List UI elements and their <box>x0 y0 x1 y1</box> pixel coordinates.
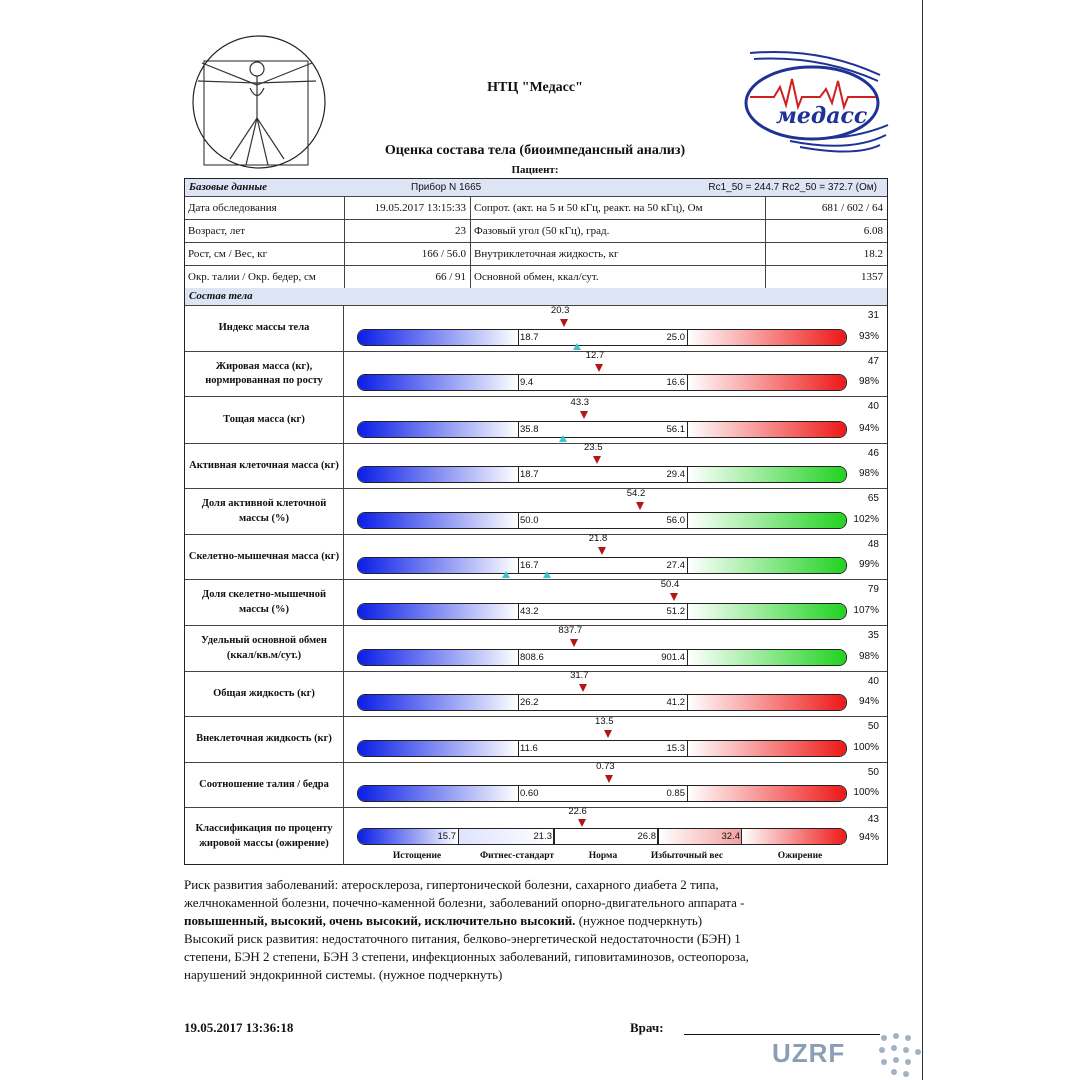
reference-triangle-icon <box>559 435 567 442</box>
footer-date: 19.05.2017 13:36:18 <box>184 1020 294 1035</box>
classification-category: Истощение <box>392 851 442 861</box>
composition-row-label: Индекс массы тела <box>185 306 344 351</box>
classification-category: Ожирение <box>777 851 823 861</box>
base-row-param: Сопрот. (акт. на 5 и 50 кГц, реакт. на 50 кГц), Ом <box>471 197 766 219</box>
right-number: 50 <box>867 721 879 732</box>
current-marker-icon <box>670 593 678 601</box>
classification-bound: 15.7 <box>437 831 456 842</box>
composition-bar <box>357 649 847 666</box>
base-row-label: Рост, см / Вес, кг <box>185 243 345 265</box>
classification-bound: 26.8 <box>637 831 656 842</box>
rc-values: Rc1_50 = 244.7 Rc2_50 = 372.7 (Ом) <box>708 182 877 193</box>
composition-bar <box>357 740 847 757</box>
risk-line <box>184 912 884 930</box>
current-marker-icon <box>604 730 612 738</box>
composition-row <box>185 763 887 808</box>
base-row-param: Внутриклеточная жидкость, кг <box>471 243 766 265</box>
right-number: 50 <box>867 767 879 778</box>
right-percent: 98% <box>858 376 879 387</box>
bar-low-value: 9.4 <box>520 377 534 388</box>
bar-low-value: 43.2 <box>520 606 539 617</box>
base-row-label: Окр. талии / Окр. бедер, см <box>185 266 345 288</box>
current-value: 12.7 <box>585 350 605 361</box>
right-number: 40 <box>867 401 879 412</box>
bar-high-value: 901.4 <box>661 652 685 663</box>
right-percent: 99% <box>858 559 879 570</box>
bar-low-segment <box>358 375 518 390</box>
composition-bar <box>357 512 847 529</box>
bar-high-segment <box>688 650 847 665</box>
composition-bar <box>357 329 847 346</box>
bar-low-value: 26.2 <box>520 697 539 708</box>
bar-norm-segment <box>518 467 688 482</box>
risk-tail: (нужное подчеркнуть) <box>575 913 703 928</box>
bar-low-value: 50.0 <box>520 515 539 526</box>
right-number: 40 <box>867 676 879 687</box>
right-percent: 98% <box>858 468 879 479</box>
base-section-header <box>185 179 887 197</box>
bar-high-segment <box>688 330 847 345</box>
bar-high-segment <box>688 695 847 710</box>
bar-low-segment <box>358 513 518 528</box>
risk-line: желчнокаменной болезни, почечно-каменной болезни, заболеваний опорно-двигательного аппарата - <box>184 895 745 910</box>
bar-high-value: 15.3 <box>666 743 685 754</box>
composition-row <box>185 672 887 717</box>
risk-line: Риск развития заболеваний: атеросклероза, гипертонической болезни, сахарного диабета 2 типа, <box>184 877 719 892</box>
composition-row <box>185 444 887 489</box>
base-section-title: Базовые данные <box>189 181 267 193</box>
composition-row <box>185 352 887 397</box>
bar-low-segment <box>358 786 518 801</box>
bar-low-value: 0.60 <box>520 788 539 799</box>
bar-high-segment <box>688 375 847 390</box>
composition-section-title: Состав тела <box>189 290 253 302</box>
current-value: 21.8 <box>588 533 608 544</box>
right-number: 31 <box>867 310 879 321</box>
composition-row-label: Внеклеточная жидкость (кг) <box>185 717 344 762</box>
current-value: 23.5 <box>584 442 603 453</box>
right-percent: 94% <box>858 696 879 707</box>
current-value: 50.4 <box>660 579 680 590</box>
svg-text:медасс: медасс <box>776 103 868 129</box>
current-marker-icon <box>593 456 601 464</box>
current-marker-icon <box>580 411 588 419</box>
bar-low-value: 18.7 <box>520 332 539 343</box>
composition-bar <box>357 694 847 711</box>
bar-norm-segment <box>518 650 688 665</box>
base-row <box>185 220 887 243</box>
reference-triangle-icon <box>502 571 510 578</box>
bar-norm-segment <box>518 604 688 619</box>
classification-row <box>185 808 887 865</box>
right-percent: 94% <box>858 832 879 843</box>
base-row <box>185 266 887 289</box>
current-value: 837.7 <box>558 625 583 636</box>
right-percent: 94% <box>858 423 879 434</box>
bar-low-value: 11.6 <box>520 743 538 754</box>
reference-triangle-icon <box>543 571 551 578</box>
current-value: 43.3 <box>570 397 590 408</box>
composition-row <box>185 717 887 763</box>
bar-high-segment <box>688 513 847 528</box>
composition-row <box>185 580 887 626</box>
bar-high-segment <box>688 558 847 573</box>
risk-note <box>184 876 884 984</box>
current-marker-icon <box>598 547 606 555</box>
base-row-param-value: 1357 <box>861 271 883 283</box>
base-row-value: 19.05.2017 13:15:33 <box>345 197 471 219</box>
bar-high-value: 29.4 <box>666 469 685 480</box>
bar-high-value: 27.4 <box>666 560 685 571</box>
bar-high-value: 56.0 <box>666 515 685 526</box>
composition-row-label: Удельный основной обмен (ккал/кв.м/сут.) <box>185 626 344 671</box>
bar-high-segment <box>688 422 847 437</box>
bar-high-value: 56.1 <box>666 424 685 435</box>
right-percent: 100% <box>853 787 879 798</box>
classification-category: Фитнес-стандарт <box>479 851 555 861</box>
bar-norm-segment <box>518 513 688 528</box>
right-number: 35 <box>867 630 879 641</box>
right-number: 48 <box>867 539 879 550</box>
bar-low-segment <box>358 558 518 573</box>
center-title: НТЦ "Медасс" <box>487 80 583 95</box>
bar-high-value: 51.2 <box>666 606 685 617</box>
bar-high-segment <box>688 604 847 619</box>
bar-norm-segment <box>518 330 688 345</box>
composition-row-label: Соотношение талия / бедра <box>185 763 344 807</box>
bar-high-value: 41.2 <box>666 697 685 708</box>
classification-label: Классификация по проценту жировой массы (ожирение) <box>185 808 344 865</box>
bar-norm-segment <box>518 695 688 710</box>
bar-norm-segment <box>518 375 688 390</box>
composition-bar <box>357 466 847 483</box>
base-row-param-value: 18.2 <box>863 248 883 260</box>
medass-logo <box>740 45 890 155</box>
composition-row-label: Жировая масса (кг), нормированная по росту <box>185 352 344 396</box>
current-marker-icon <box>605 775 613 783</box>
bar-low-segment <box>358 741 518 756</box>
composition-bar <box>357 603 847 620</box>
classification-segment <box>742 829 847 844</box>
bar-low-segment <box>358 604 518 619</box>
watermark-text: UZRF <box>772 1038 846 1068</box>
bar-high-value: 0.85 <box>666 788 685 799</box>
composition-row-label: Активная клеточная масса (кг) <box>185 444 344 488</box>
classification-bar <box>357 828 847 845</box>
risk-levels: повышенный, высокий, очень высокий, исключительно высокий. <box>184 913 576 928</box>
base-row-label: Дата обследования <box>185 197 345 219</box>
current-value: 0.73 <box>596 761 615 772</box>
bar-low-value: 18.7 <box>520 469 539 480</box>
right-number: 47 <box>867 356 879 367</box>
watermark-dots-icon <box>876 1032 922 1078</box>
bar-high-value: 16.6 <box>666 377 685 388</box>
composition-row <box>185 489 887 535</box>
composition-section-header <box>185 288 887 306</box>
right-percent: 100% <box>853 742 879 753</box>
classification-category: Избыточный вес <box>650 851 724 861</box>
base-row-param-value: 681 / 602 / 64 <box>821 202 883 214</box>
bar-low-segment <box>358 467 518 482</box>
bar-low-segment <box>358 330 518 345</box>
patient-label: Пациент: <box>511 164 559 176</box>
current-marker-icon <box>595 364 603 372</box>
report-title: Оценка состава тела (биоимпедансный анализ) <box>384 143 686 158</box>
bar-high-segment <box>688 786 847 801</box>
report-table <box>184 178 888 865</box>
bar-low-segment <box>358 650 518 665</box>
bar-low-value: 808.6 <box>520 652 544 663</box>
composition-row-label: Тощая масса (кг) <box>185 397 344 443</box>
current-value: 20.3 <box>550 305 570 316</box>
bar-low-segment <box>358 695 518 710</box>
composition-row-label: Доля активной клеточной массы (%) <box>185 489 344 534</box>
doctor-label: Врач: <box>630 1020 664 1035</box>
bar-high-segment <box>688 467 847 482</box>
bar-high-segment <box>688 741 847 756</box>
classification-current-value: 22.6 <box>568 806 587 817</box>
current-value: 54.2 <box>626 488 646 499</box>
device-number: Прибор N 1665 <box>411 182 482 193</box>
right-number: 79 <box>867 584 879 595</box>
signature-line <box>684 1034 880 1035</box>
reference-triangle-icon <box>573 343 581 350</box>
composition-row-label: Доля скелетно-мышечной массы (%) <box>185 580 344 625</box>
bar-norm-segment <box>518 786 688 801</box>
classification-bound: 32.4 <box>721 831 740 842</box>
right-percent: 107% <box>853 605 879 616</box>
current-marker-icon <box>578 819 586 827</box>
composition-row <box>185 535 887 580</box>
composition-row <box>185 626 887 672</box>
current-marker-icon <box>560 319 568 327</box>
vitruvian-man-icon <box>190 33 328 171</box>
composition-row-label: Скелетно-мышечная масса (кг) <box>185 535 344 579</box>
bar-high-value: 25.0 <box>666 332 685 343</box>
base-row <box>185 243 887 266</box>
bar-norm-segment <box>518 741 688 756</box>
page-edge-line <box>922 0 923 1080</box>
base-row-value: 166 / 56.0 <box>345 243 471 265</box>
base-row-value: 66 / 91 <box>345 266 471 288</box>
classification-bound: 21.3 <box>533 831 552 842</box>
composition-bar <box>357 374 847 391</box>
current-marker-icon <box>579 684 587 692</box>
high-risk-line: степени, БЭН 2 степени, БЭН 3 степени, инфекционных заболеваний, гиповитаминозов, остеопороза, <box>184 949 749 964</box>
composition-row <box>185 306 887 352</box>
high-risk-line: нарушений эндокринной системы. (нужное подчеркнуть) <box>184 967 503 982</box>
base-row-value: 23 <box>345 220 471 242</box>
base-row-param-value: 6.08 <box>863 225 883 237</box>
current-marker-icon <box>570 639 578 647</box>
base-row-label: Возраст, лет <box>185 220 345 242</box>
bar-low-value: 16.7 <box>520 560 539 571</box>
right-number: 65 <box>867 493 879 504</box>
right-percent: 102% <box>853 514 879 525</box>
current-marker-icon <box>636 502 644 510</box>
right-percent: 98% <box>858 651 879 662</box>
base-row <box>185 197 887 220</box>
current-value: 31.7 <box>570 670 589 681</box>
composition-bar <box>357 557 847 574</box>
bar-norm-segment <box>518 422 688 437</box>
current-value: 13.5 <box>595 716 614 727</box>
base-row-param: Фазовый угол (50 кГц), град. <box>471 220 766 242</box>
composition-row <box>185 397 887 444</box>
bar-low-segment <box>358 422 518 437</box>
composition-bar <box>357 785 847 802</box>
classification-category: Норма <box>588 851 618 861</box>
high-risk-line: Высокий риск развития: недостаточного питания, белково-энергетической недостаточности (БЭН) 1 <box>184 931 741 946</box>
composition-row-label: Общая жидкость (кг) <box>185 672 344 716</box>
right-number: 43 <box>867 814 879 825</box>
composition-bar <box>357 421 847 438</box>
right-number: 46 <box>867 448 879 459</box>
right-percent: 93% <box>858 331 879 342</box>
base-row-param: Основной обмен, ккал/сут. <box>471 266 766 288</box>
bar-low-value: 35.8 <box>520 424 539 435</box>
